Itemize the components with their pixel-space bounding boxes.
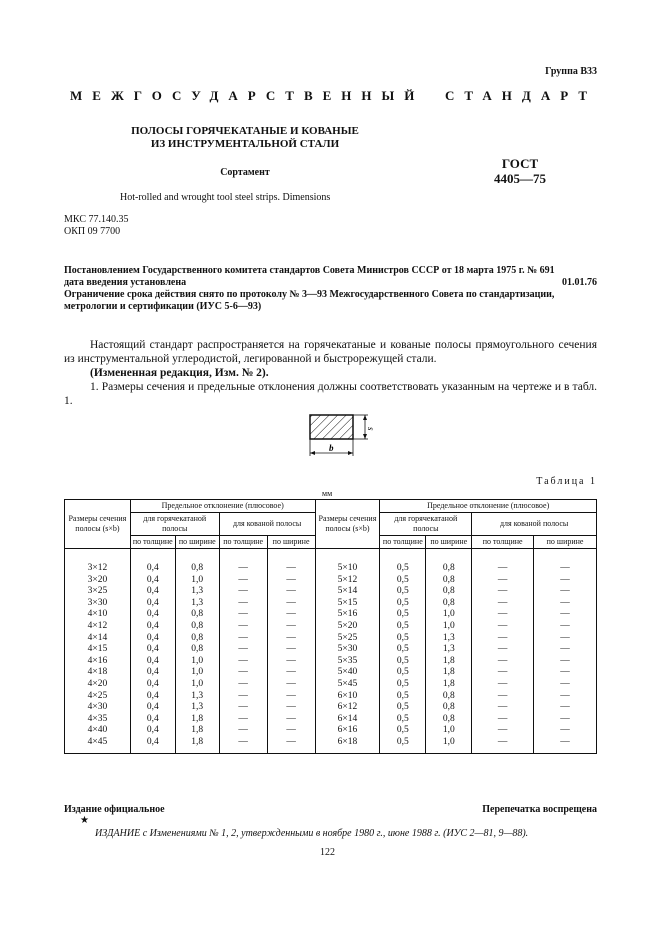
- table-cell: —: [267, 702, 315, 714]
- table-row: [65, 575, 597, 587]
- table-cell: —: [219, 714, 267, 726]
- table-cell: —: [472, 667, 534, 679]
- table-cell: 4×45: [65, 737, 131, 753]
- table-row: [65, 586, 597, 598]
- table-row: [65, 633, 597, 645]
- paragraph-clause-1: 1. Размеры сечения и предельные отклонения должны соответствовать указанным на чертеже и в табл. 1.: [64, 381, 597, 407]
- table-cell: 5×16: [315, 609, 380, 621]
- table-cell: —: [267, 644, 315, 656]
- table-cell: 0,5: [380, 702, 426, 714]
- table-cell: 3×30: [65, 598, 131, 610]
- edition-note: ИЗДАНИЕ с Изменениями № 1, 2, утвержденными в ноябре 1980 г., июне 1988 г. (ИУС 2—81, 9—88).: [95, 828, 529, 839]
- title-line-1: ПОЛОСЫ ГОРЯЧЕКАТАНЫЕ И КОВАНЫЕ: [131, 125, 359, 137]
- table-cell: —: [534, 621, 597, 633]
- table-cell: —: [472, 737, 534, 753]
- official-edition-label: Издание официальное: [64, 804, 165, 815]
- table-cell: 0,5: [380, 656, 426, 668]
- table-cell: 0,8: [426, 702, 472, 714]
- table-row: [65, 656, 597, 668]
- table-row: [65, 679, 597, 691]
- body-text: [64, 338, 597, 408]
- table-cell: 3×20: [65, 575, 131, 587]
- classification-codes: [64, 214, 128, 238]
- table-cell: —: [534, 549, 597, 575]
- english-title: Hot-rolled and wrought tool steel strips. Dimensions: [120, 192, 331, 203]
- table-cell: 0,8: [426, 586, 472, 598]
- table-cell: 4×10: [65, 609, 131, 621]
- table-cell: —: [472, 598, 534, 610]
- table-cell: —: [219, 575, 267, 587]
- table-cell: 0,5: [380, 633, 426, 645]
- table-row: [65, 737, 597, 753]
- table-cell: 0,8: [426, 549, 472, 575]
- header-thickness: по толщине: [219, 536, 267, 549]
- table-cell: —: [219, 598, 267, 610]
- table-cell: 6×10: [315, 691, 380, 703]
- table-cell: 0,8: [175, 621, 219, 633]
- intro-date: 01.01.76: [562, 277, 597, 288]
- table-cell: —: [534, 679, 597, 691]
- table-row: [65, 598, 597, 610]
- table-caption: Таблица 1: [536, 476, 597, 487]
- table-cell: 1,3: [426, 644, 472, 656]
- table-cell: 5×45: [315, 679, 380, 691]
- table-cell: 4×25: [65, 691, 131, 703]
- table-cell: 4×16: [65, 656, 131, 668]
- table-cell: —: [472, 586, 534, 598]
- table-cell: 1,8: [426, 679, 472, 691]
- table-cell: 0,8: [175, 609, 219, 621]
- table-cell: —: [219, 691, 267, 703]
- table-cell: —: [219, 725, 267, 737]
- table-cell: 0,5: [380, 737, 426, 753]
- header-width: по ширине: [267, 536, 315, 549]
- table-cell: 1,3: [175, 586, 219, 598]
- table-cell: 5×40: [315, 667, 380, 679]
- table-cell: 3×12: [65, 549, 131, 575]
- paragraph-scope: Настоящий стандарт распространяется на горячекатаные и кованые полосы прямоугольного сечения из инструментальной углеродистой, легированной и быстрорежущей стали.: [64, 339, 597, 365]
- header-deviation-left: Предельное отклонение (плюсовое): [130, 500, 315, 513]
- table-cell: —: [534, 656, 597, 668]
- table-cell: 0,5: [380, 691, 426, 703]
- decree-block: [64, 265, 597, 313]
- table-cell: 1,0: [175, 667, 219, 679]
- table-cell: —: [219, 621, 267, 633]
- table-cell: —: [219, 702, 267, 714]
- table-cell: —: [219, 549, 267, 575]
- header-forged-right: для кованой полосы: [472, 513, 597, 536]
- table-row: [65, 667, 597, 679]
- table-cell: —: [267, 586, 315, 598]
- table-cell: —: [472, 656, 534, 668]
- table-cell: 4×15: [65, 644, 131, 656]
- table-cell: 6×16: [315, 725, 380, 737]
- paragraph-amendment: (Измененная редакция, Изм. № 2).: [90, 367, 269, 379]
- table-cell: 0,4: [130, 702, 175, 714]
- table-cell: 0,8: [426, 598, 472, 610]
- table-cell: 0,4: [130, 656, 175, 668]
- table-cell: —: [472, 691, 534, 703]
- table-cell: 4×12: [65, 621, 131, 633]
- table-cell: 1,0: [426, 725, 472, 737]
- decree-line-2: [64, 277, 597, 289]
- table-cell: 1,8: [426, 656, 472, 668]
- table-cell: 1,3: [175, 598, 219, 610]
- table-cell: 1,0: [426, 609, 472, 621]
- header-width: по ширине: [426, 536, 472, 549]
- table-cell: —: [267, 549, 315, 575]
- table-row: [65, 702, 597, 714]
- table-cell: 1,0: [175, 575, 219, 587]
- table-cell: 1,0: [426, 737, 472, 753]
- table-cell: —: [219, 656, 267, 668]
- gost-label: ГОСТ: [501, 156, 539, 171]
- table-cell: 5×14: [315, 586, 380, 598]
- table-cell: —: [219, 644, 267, 656]
- table-cell: 0,8: [175, 644, 219, 656]
- okp-code: ОКП 09 7700: [64, 226, 121, 237]
- header-thickness: по толщине: [380, 536, 426, 549]
- reprint-prohibited-label: Перепечатка воспрещена: [482, 804, 597, 815]
- table-cell: —: [534, 725, 597, 737]
- header-left: МЕЖГОСУДАРСТВЕННЫЙ: [70, 88, 425, 103]
- table-cell: 0,4: [130, 667, 175, 679]
- table-cell: —: [267, 609, 315, 621]
- table-cell: —: [267, 656, 315, 668]
- header-thickness: по толщине: [472, 536, 534, 549]
- table-cell: 0,4: [130, 598, 175, 610]
- document-title: [100, 125, 390, 151]
- table-cell: —: [472, 549, 534, 575]
- table-cell: 0,5: [380, 598, 426, 610]
- table-cell: —: [267, 691, 315, 703]
- table-cell: —: [267, 575, 315, 587]
- thickness-label: s: [366, 427, 376, 431]
- table-cell: 1,8: [175, 714, 219, 726]
- table-cell: 0,4: [130, 644, 175, 656]
- table-cell: 6×12: [315, 702, 380, 714]
- table-cell: 0,5: [380, 714, 426, 726]
- table-cell: —: [267, 667, 315, 679]
- table-cell: 0,4: [130, 609, 175, 621]
- table-cell: 0,5: [380, 621, 426, 633]
- header-width: по ширине: [534, 536, 597, 549]
- mks-code: МКС 77.140.35: [64, 214, 129, 225]
- width-label: b: [329, 443, 334, 453]
- table-cell: 0,5: [380, 725, 426, 737]
- table-cell: —: [267, 621, 315, 633]
- table-row: [65, 691, 597, 703]
- table-cell: 0,4: [130, 549, 175, 575]
- table-cell: 0,4: [130, 633, 175, 645]
- header-hot-right: для горячекатаной полосы: [380, 513, 472, 536]
- table-row: [65, 621, 597, 633]
- dimensions-table: [64, 499, 597, 754]
- table-cell: 0,8: [426, 691, 472, 703]
- table-cell: 4×35: [65, 714, 131, 726]
- table-cell: 0,8: [175, 549, 219, 575]
- table-cell: —: [267, 714, 315, 726]
- table-cell: 5×20: [315, 621, 380, 633]
- page-number: 122: [320, 847, 335, 858]
- table-cell: 3×25: [65, 586, 131, 598]
- table-cell: —: [472, 714, 534, 726]
- table-cell: —: [219, 737, 267, 753]
- table-row: [65, 609, 597, 621]
- table-cell: 0,8: [175, 633, 219, 645]
- header-size-left: Размеры сечения полосы (s×b): [65, 500, 131, 549]
- table-cell: —: [472, 621, 534, 633]
- standard-header: [70, 88, 597, 104]
- table-cell: 0,5: [380, 609, 426, 621]
- title-line-2: ИЗ ИНСТРУМЕНТАЛЬНОЙ СТАЛИ: [150, 138, 340, 150]
- table-cell: 0,4: [130, 575, 175, 587]
- table-cell: 4×40: [65, 725, 131, 737]
- table-cell: 0,4: [130, 679, 175, 691]
- table-cell: —: [534, 575, 597, 587]
- header-right: СТАНДАРТ: [444, 88, 597, 103]
- table-cell: 4×30: [65, 702, 131, 714]
- table-cell: 0,8: [426, 575, 472, 587]
- table-cell: 0,5: [380, 549, 426, 575]
- table-cell: —: [472, 609, 534, 621]
- table-cell: 4×18: [65, 667, 131, 679]
- table-cell: —: [219, 609, 267, 621]
- table-cell: —: [267, 679, 315, 691]
- table-cell: 1,3: [426, 633, 472, 645]
- cross-section-drawing: [300, 410, 380, 460]
- table-cell: 0,5: [380, 586, 426, 598]
- star-icon: ★: [80, 815, 89, 826]
- table-cell: —: [534, 586, 597, 598]
- table-cell: —: [267, 633, 315, 645]
- table-cell: —: [472, 575, 534, 587]
- header-forged-left: для кованой полосы: [219, 513, 315, 536]
- header-hot-left: для горячекатаной полосы: [130, 513, 219, 536]
- table-cell: 1,8: [175, 725, 219, 737]
- intro-date-label: дата введения установлена: [64, 277, 187, 288]
- table-cell: —: [472, 679, 534, 691]
- section-rectangle: [310, 415, 353, 439]
- table-cell: —: [219, 667, 267, 679]
- table-cell: 1,8: [175, 737, 219, 753]
- table-cell: 0,4: [130, 725, 175, 737]
- table-cell: 0,4: [130, 714, 175, 726]
- header-width: по ширине: [175, 536, 219, 549]
- table-cell: 0,4: [130, 621, 175, 633]
- table-cell: 1,8: [426, 667, 472, 679]
- table-cell: —: [267, 598, 315, 610]
- table-cell: —: [534, 598, 597, 610]
- table-cell: —: [534, 714, 597, 726]
- table-cell: 6×14: [315, 714, 380, 726]
- table-cell: 0,8: [426, 714, 472, 726]
- table-cell: 0,5: [380, 679, 426, 691]
- table-cell: —: [472, 633, 534, 645]
- table-cell: 0,5: [380, 575, 426, 587]
- table-cell: —: [219, 633, 267, 645]
- table-row: [65, 725, 597, 737]
- table-cell: 0,5: [380, 667, 426, 679]
- table-cell: —: [534, 609, 597, 621]
- decree-line-3: Ограничение срока действия снято по протоколу № 3—93 Межгосударственного Совета по стандартизации, метрологии и сертификации (ИУС 5-6—93): [64, 289, 555, 312]
- gost-code: 4405—75: [494, 171, 546, 186]
- table-cell: —: [534, 667, 597, 679]
- table-cell: 5×12: [315, 575, 380, 587]
- table-cell: 1,0: [426, 621, 472, 633]
- table-cell: —: [267, 737, 315, 753]
- table-cell: 0,4: [130, 586, 175, 598]
- table-cell: 5×15: [315, 598, 380, 610]
- header-size-right: Размеры сечения полосы (s×b): [315, 500, 380, 549]
- table-cell: 0,5: [380, 644, 426, 656]
- table-cell: 1,0: [175, 656, 219, 668]
- document-subtitle: Сортамент: [220, 167, 270, 178]
- table-cell: —: [534, 633, 597, 645]
- table-cell: —: [219, 586, 267, 598]
- table-cell: 0,4: [130, 737, 175, 753]
- header-deviation-right: Предельное отклонение (плюсовое): [380, 500, 597, 513]
- table-cell: 0,4: [130, 691, 175, 703]
- table-cell: —: [472, 644, 534, 656]
- table-cell: —: [534, 644, 597, 656]
- table-cell: —: [534, 702, 597, 714]
- table-cell: 5×30: [315, 644, 380, 656]
- table-cell: —: [219, 679, 267, 691]
- table-cell: —: [472, 725, 534, 737]
- table-cell: 5×25: [315, 633, 380, 645]
- unit-label: мм: [322, 489, 333, 498]
- table-cell: 6×18: [315, 737, 380, 753]
- table-cell: —: [472, 702, 534, 714]
- gost-number: [494, 156, 546, 186]
- table-cell: —: [534, 691, 597, 703]
- table-cell: —: [267, 725, 315, 737]
- table-cell: 1,0: [175, 679, 219, 691]
- table-cell: 1,3: [175, 691, 219, 703]
- table-cell: 5×35: [315, 656, 380, 668]
- table-row: [65, 549, 597, 575]
- decree-line-1: Постановлением Государственного комитета стандартов Совета Министров СССР от 18 марта 1975 г. № 691: [64, 265, 555, 276]
- table-cell: 1,3: [175, 702, 219, 714]
- table-cell: 4×14: [65, 633, 131, 645]
- table-cell: —: [534, 737, 597, 753]
- table-row: [65, 644, 597, 656]
- table-cell: 5×10: [315, 549, 380, 575]
- header-thickness: по толщине: [130, 536, 175, 549]
- table-row: [65, 714, 597, 726]
- group-code: Группа В33: [545, 66, 597, 77]
- table-cell: 4×20: [65, 679, 131, 691]
